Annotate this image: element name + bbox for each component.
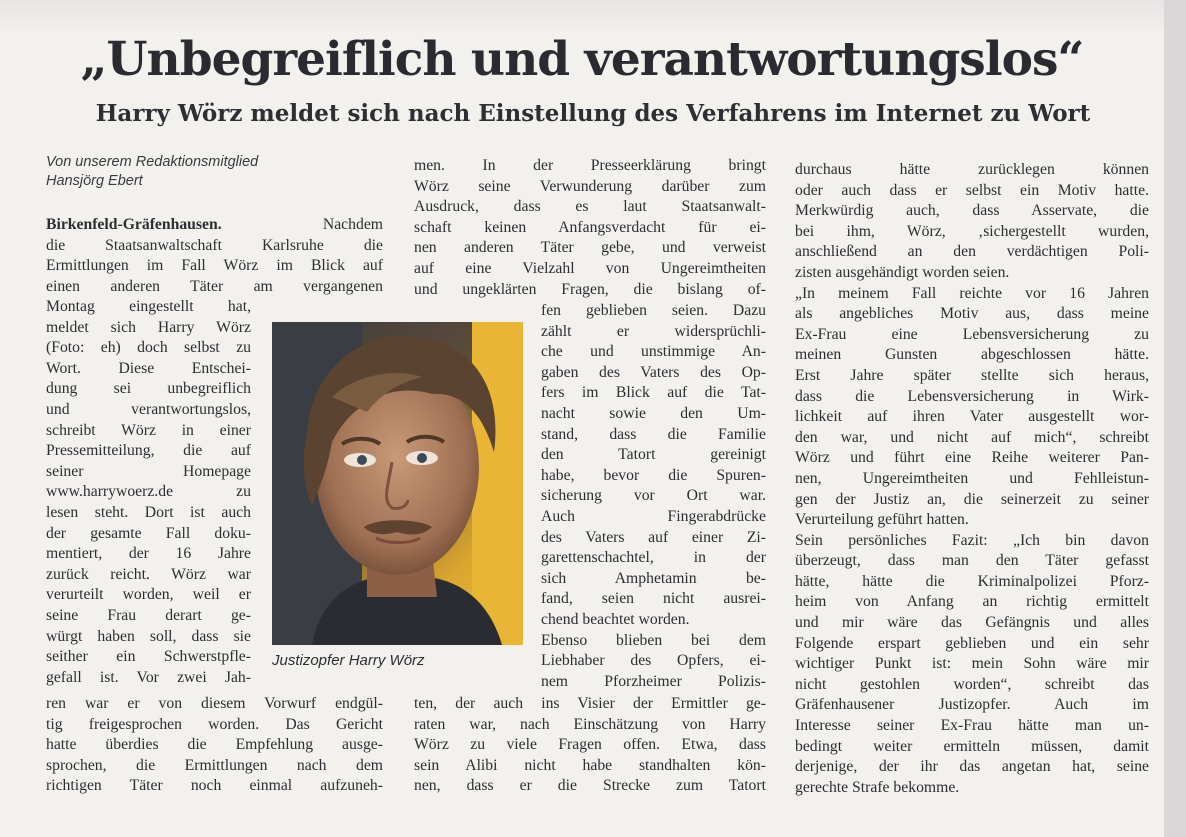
text-line: ren war er von diesem Vorwurf endgül- <box>46 695 383 712</box>
text-line: Pressemitteilung, die auf <box>46 442 251 460</box>
text-line: zurück reicht. Wörz war <box>46 565 251 583</box>
photo-caption: Justizopfer Harry Wörz <box>272 652 425 669</box>
byline <box>46 153 258 191</box>
text-line: sich Amphetamin be- <box>541 569 766 587</box>
text-line: stand, dass die Familie <box>541 425 766 443</box>
text-line: men. In der Presseerklärung bringt <box>414 157 766 174</box>
column-1-bottom <box>46 694 383 797</box>
text-line: chend beachtet worden. <box>541 610 690 628</box>
dateline: Birkenfeld-Gräfenhausen. <box>46 216 222 233</box>
text-line: gerechte Strafe bekomme. <box>795 778 960 796</box>
text-line: derjenige, der ihr das angetan hat, seine <box>795 758 1149 776</box>
text-line: als angebliches Motiv aus, dass meine <box>795 305 1149 323</box>
text-line: verurteilt worden, weil er <box>46 586 251 604</box>
text-line: meinen Gunsten abgeschlossen hätte. <box>795 346 1149 364</box>
text-line: seine Frau derart ge- <box>46 606 251 624</box>
text-line: sicherung vor Ort war. <box>541 487 766 505</box>
text-line: nen, dass er die Strecke zum Tatort <box>414 777 766 795</box>
text-line: schreibt Wörz in einer <box>46 421 251 439</box>
text-line: Sein persönliches Fazit: „Ich bin davon <box>795 531 1149 549</box>
text-line: sein Alibi nicht habe standhalten kön- <box>414 756 766 774</box>
text-line: Montag eingestellt hat, <box>46 298 251 315</box>
text-line: seither ein Schwerstpfle- <box>46 648 251 666</box>
text-line: Ausdruck, dass es laut Staatsanwalt- <box>414 198 766 216</box>
text-line: und verantwortungslos, <box>46 400 251 418</box>
text-line: Gräfenhausener Justizopfer. Auch im <box>795 696 1149 714</box>
text-fragment: Nachdem <box>221 216 383 233</box>
text-line: fand, seien nicht ausrei- <box>541 590 766 608</box>
text-line: www.harrywoerz.de zu <box>46 483 251 501</box>
text-line: fen geblieben seien. Dazu <box>541 302 766 319</box>
text-line: anschließend an den verdächtigen Poli- <box>795 243 1149 261</box>
text-line: die Staatsanwaltschaft Karlsruhe die <box>46 236 383 254</box>
text-line: würgt haben soll, dass sie <box>46 627 251 645</box>
article-subhead: Harry Wörz meldet sich nach Einstellung des Verfahrens im Internet zu Wort <box>95 100 1091 127</box>
text-line: (Foto: eh) doch selbst zu <box>46 339 251 357</box>
column-2-narrow <box>541 301 766 692</box>
text-line: durchaus hätte zurücklegen können <box>795 161 1149 178</box>
text-line: dass die Lebensversicherung in Wirk- <box>795 387 1149 405</box>
text-line: Wort. Diese Entschei- <box>46 359 251 377</box>
text-line: der gesamte Fall doku- <box>46 524 251 542</box>
text-line: oder auch dass er selbst ein Motiv hatte. <box>795 181 1149 199</box>
text-line: wichtiger Punkt ist: mein Sohn wäre mir <box>795 655 1149 673</box>
text-line: Wörz seine Verwunderung darüber zum <box>414 177 766 195</box>
text-line: dung sei unbegreiflich <box>46 380 251 398</box>
text-line: gefall ist. Vor zwei Jah- <box>46 668 251 686</box>
text-line: meldet sich Harry Wörz <box>46 318 251 336</box>
text-line: che und unstimmige An- <box>541 343 766 361</box>
text-line: habe, bevor die Spuren- <box>541 466 766 484</box>
text-line: heim von Anfang an richtig ermittelt <box>795 593 1149 611</box>
text-line: auf eine Vielzahl von Ungereimtheiten <box>414 259 766 277</box>
text-line: den war, und nicht auf mich“, schreibt <box>795 428 1149 446</box>
text-line: Folgende erspart geblieben und ein sehr <box>795 634 1149 652</box>
column-1-narrow <box>46 297 251 688</box>
text-line: ten, der auch ins Visier der Ermittler ge- <box>414 695 766 712</box>
text-line: hatte überdies die Empfehlung ausge- <box>46 736 383 754</box>
text-line: Ermittlungen im Fall Wörz im Blick auf <box>46 257 383 275</box>
text-line: Interesse seiner Ex-Frau hätte man un- <box>795 717 1149 735</box>
text-line: nen anderen Täter gebe, und verweist <box>414 239 766 257</box>
column-2-top <box>414 156 766 300</box>
text-line: überzeugt, dass man den Täter gefasst <box>795 552 1149 570</box>
byline-author: Hansjörg Ebert <box>46 173 143 189</box>
text-line: raten war, nach Einschätzung von Harry <box>414 715 766 733</box>
text-line: Liebhaber des Opfers, ei- <box>541 652 766 670</box>
text-line: Wörz zu viele Fragen offen. Etwa, dass <box>414 736 766 754</box>
text-line: gen der Justiz an, die seinerzeit zu seiner <box>795 490 1149 508</box>
text-line: Merkwürdig auch, dass Asservate, die <box>795 202 1149 220</box>
text-line: Auch Fingerabdrücke <box>541 507 766 525</box>
text-line: lesen steht. Dort ist auch <box>46 503 251 521</box>
text-line: „In meinem Fall reichte vor 16 Jahren <box>795 284 1149 302</box>
text-line: garettenschachtel, in der <box>541 549 766 567</box>
text-line: richtigen Täter noch einmal aufzuneh- <box>46 777 383 795</box>
text-line: zisten ausgehändigt worden seien. <box>795 263 1010 281</box>
text-line: des Vaters auf einer Zi- <box>541 528 766 546</box>
text-line: und mir wäre das Gefängnis und alles <box>795 614 1149 632</box>
text-line: sprochen, die Ermittlungen nach dem <box>46 756 383 774</box>
text-line: tig freigesprochen worden. Das Gericht <box>46 715 383 733</box>
text-line: nen, Ungereimtheiten und Fehlleistun- <box>795 469 1149 487</box>
text-line: und ungeklärten Fragen, die bislang of- <box>414 280 766 298</box>
text-line: fers im Blick auf die Tat- <box>541 384 766 402</box>
text-line: schaft keinen Anfangsverdacht für ei- <box>414 218 766 236</box>
text-line: Ebenso blieben bei dem <box>541 631 766 649</box>
text-line: hätte, hätte die Kriminalpolizei Pforz- <box>795 572 1149 590</box>
text-line: Verurteilung geführt hatten. <box>795 511 969 529</box>
text-line: Wörz und führt eine Reihe weiterer Pan- <box>795 449 1149 467</box>
text-line: seiner Homepage <box>46 462 251 480</box>
article-headline: „Unbegreiflich und verantwortungslos“ <box>80 32 1084 87</box>
text-line: nacht sowie den Um- <box>541 404 766 422</box>
text-line: mentiert, der 16 Jahre <box>46 545 251 563</box>
text-line: Erst Jahre später stellte sich heraus, <box>795 366 1149 384</box>
text-line: nem Pforzheimer Polizis- <box>541 672 766 690</box>
text-line: bei ihm, Wörz, ‚sichergestellt wurden, <box>795 222 1149 240</box>
text-line: bedingt weiter ermitteln müssen, damit <box>795 737 1149 755</box>
column-2-bottom <box>414 694 766 797</box>
text-line: lichkeit auf ihren Vater ausgestellt wor- <box>795 408 1149 426</box>
text-line <box>46 215 383 236</box>
page-fold-shadow <box>0 0 1186 30</box>
portrait-photo <box>272 322 523 645</box>
text-line: Ex-Frau eine Lebensversicherung zu <box>795 325 1149 343</box>
text-line: den Tatort gereinigt <box>541 446 766 464</box>
text-line: nicht gestohlen worden“, schreibt das <box>795 675 1149 693</box>
text-line: gaben des Vaters des Op- <box>541 363 766 381</box>
byline-line-1: Von unserem Redaktionsmitglied <box>46 154 259 170</box>
column-3 <box>795 160 1149 798</box>
text-line: einen anderen Täter am vergangenen <box>46 277 383 295</box>
portrait-illustration <box>272 322 523 645</box>
text-line: zählt er widersprüchli- <box>541 322 766 340</box>
column-1-top <box>46 215 383 297</box>
